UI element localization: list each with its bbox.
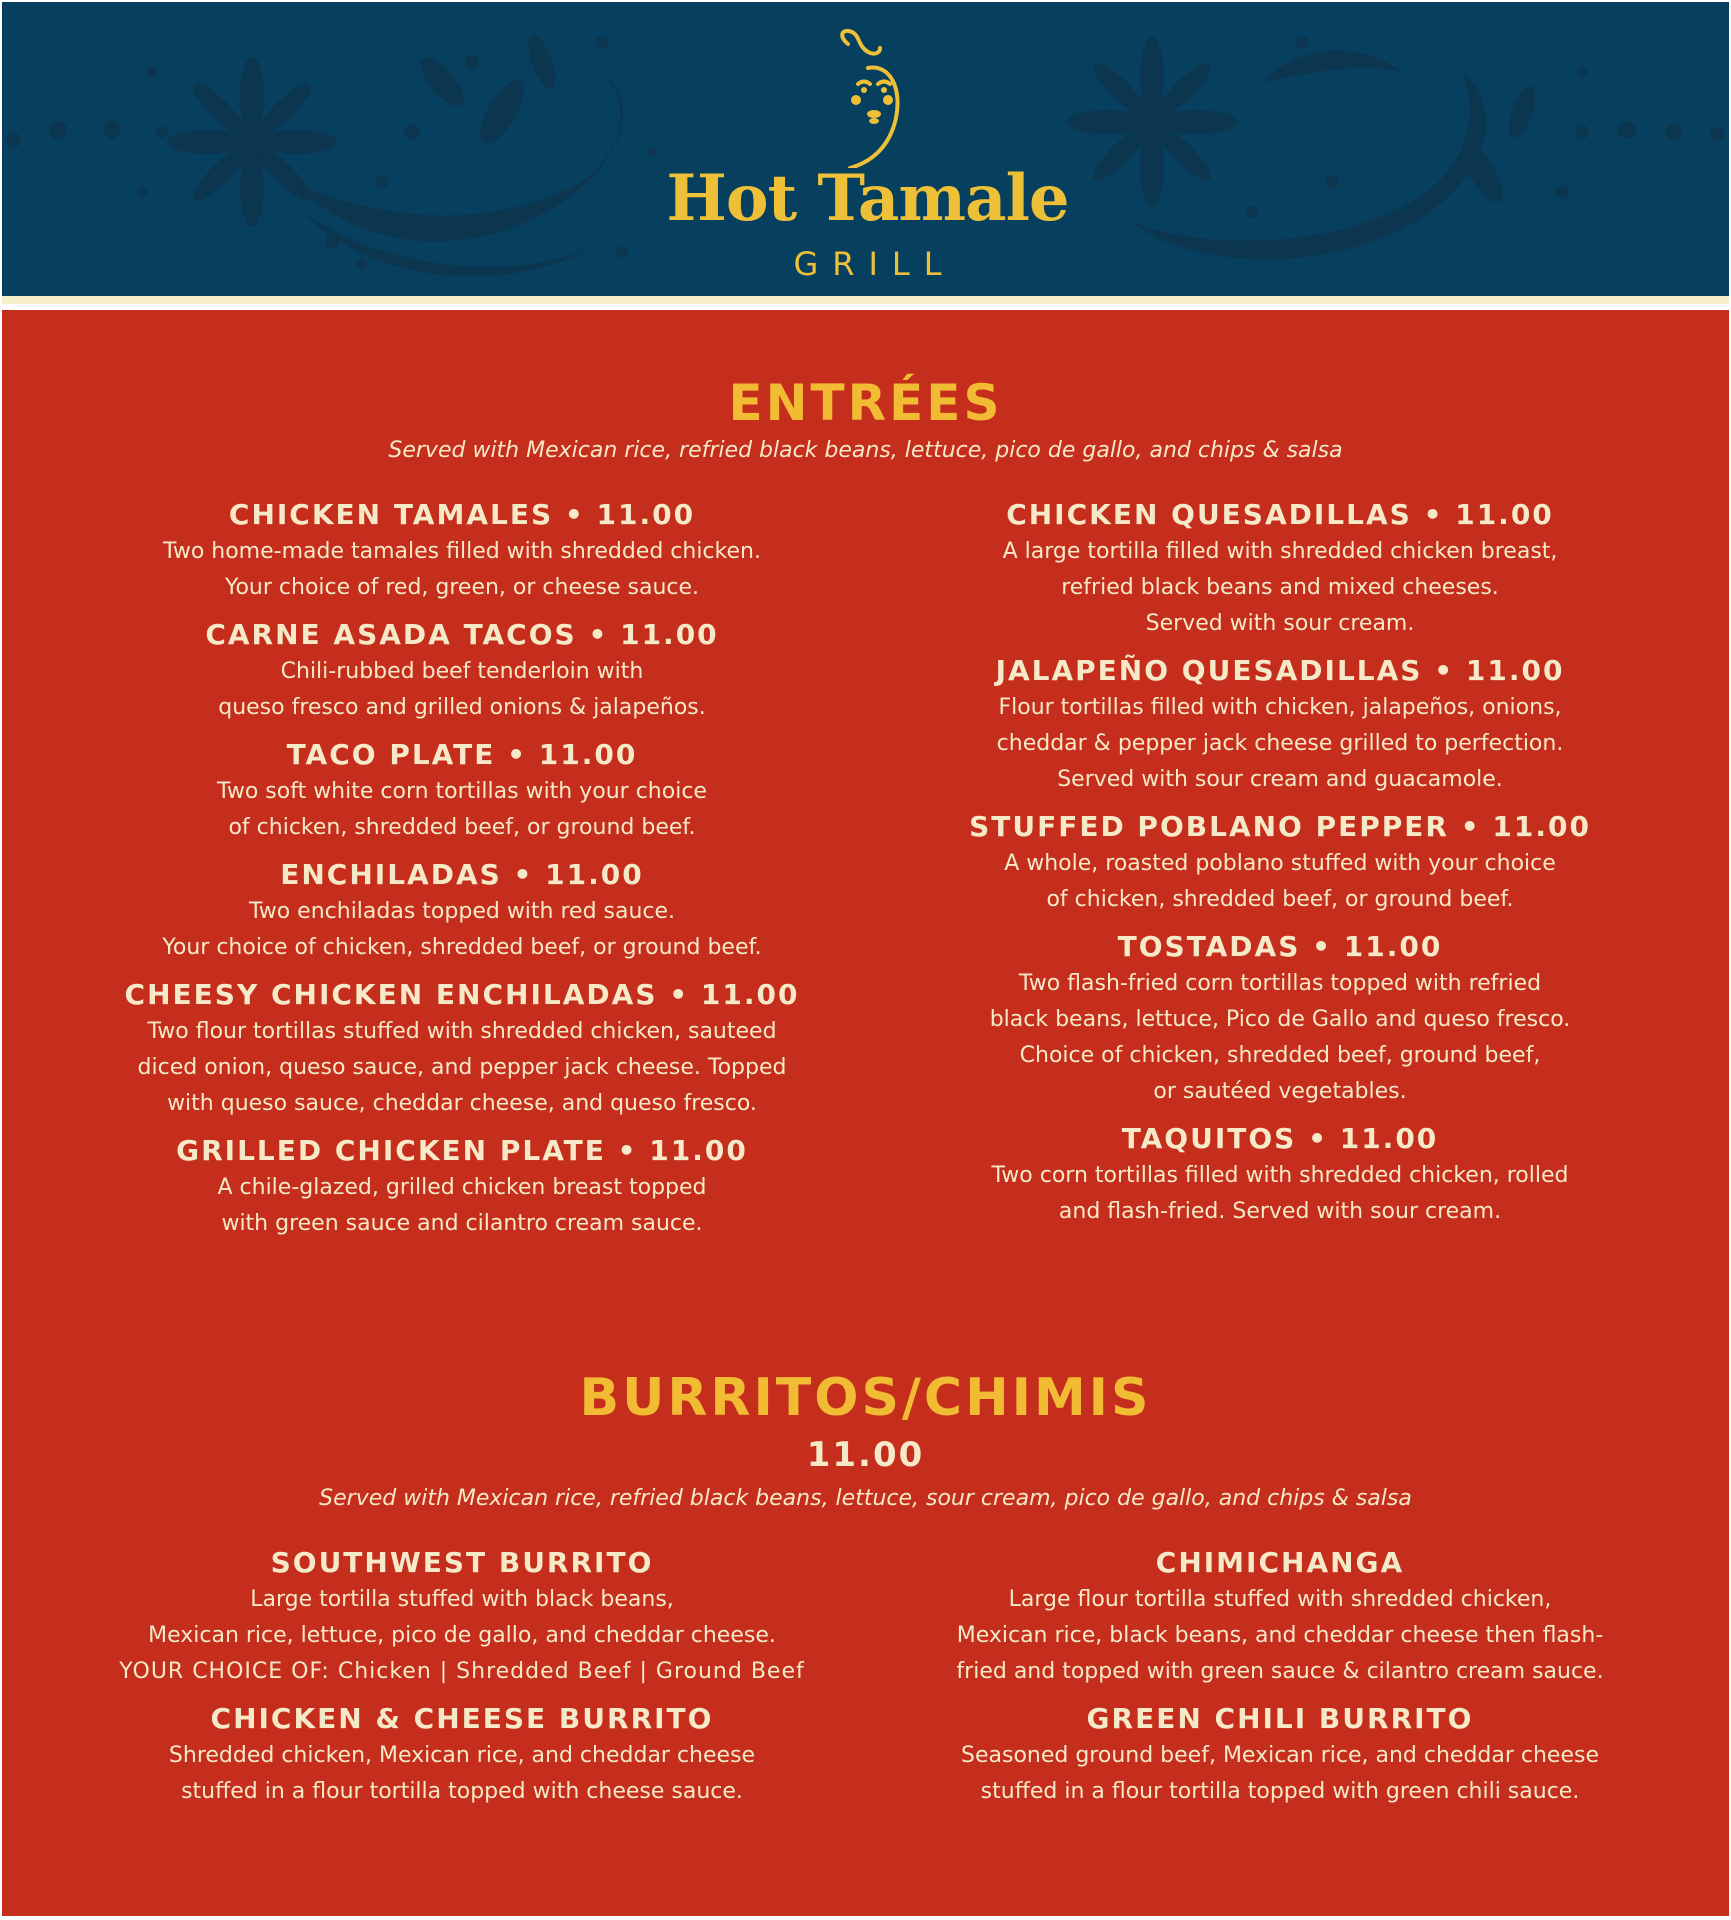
entrees-left-column: [62, 496, 862, 1252]
menu-item: [880, 496, 1680, 642]
menu-item: [62, 976, 862, 1122]
brand-name: Hot Tamale: [666, 161, 1069, 236]
entrees-note: Served with Mexican rice, refried black beans, lettuce, pico de gallo, and chips & salsa: [388, 438, 1343, 463]
burritos-title: BURRITOS/CHIMIS: [579, 1368, 1152, 1428]
burritos-right-column: [880, 1544, 1680, 1820]
item-name: JALAPEÑO QUESADILLAS • 11.00: [995, 654, 1565, 687]
menu-item: [62, 496, 862, 606]
menu-item: [880, 928, 1680, 1110]
item-description: Shredded chicken, Mexican rice, and cheddar cheese stuffed in a flour tortilla topped with cheese sauce.: [168, 1743, 756, 1804]
item-description: Two home-made tamales filled with shredded chicken. Your choice of red, green, or cheese sauce.: [163, 539, 761, 600]
item-name: CARNE ASADA TACOS • 11.00: [205, 618, 719, 651]
menu-item: [880, 1700, 1680, 1810]
menu-item: [62, 616, 862, 726]
menu-item: [62, 856, 862, 966]
tamale-face-logo-icon: [2, 28, 1729, 168]
item-description: Two flour tortillas stuffed with shredded chicken, sauteed diced onion, queso sauce, and pepper jack cheese. Topped with queso sauce, cheddar cheese, and queso fresco.: [137, 1019, 787, 1116]
item-name: CHIMICHANGA: [1155, 1546, 1405, 1579]
header-banner: [2, 2, 1729, 296]
item-name: STUFFED POBLANO PEPPER • 11.00: [969, 810, 1591, 843]
menu-item: [62, 1132, 862, 1242]
item-name: CHICKEN TAMALES • 11.00: [228, 498, 696, 531]
menu-item: [880, 1544, 1680, 1690]
item-description: Large tortilla stuffed with black beans, Mexican rice, lettuce, pico de gallo, and cheddar cheese. YOUR CHOICE OF: Chicken | Shredded Beef | Ground Beef: [119, 1587, 805, 1684]
item-description: Seasoned ground beef, Mexican rice, and cheddar cheese stuffed in a flour tortilla topped with green chili sauce.: [961, 1743, 1599, 1804]
item-description: Large flour tortilla stuffed with shredded chicken, Mexican rice, black beans, and cheddar cheese then flash- fried and topped with green sauce & cilantro cream sauce.: [956, 1587, 1604, 1684]
item-name: CHEESY CHICKEN ENCHILADAS • 11.00: [124, 978, 800, 1011]
item-description: A whole, roasted poblano stuffed with your choice of chicken, shredded beef, or ground beef.: [1004, 851, 1556, 912]
brand-subtitle: GRILL: [793, 245, 956, 283]
item-name: CHICKEN & CHEESE BURRITO: [210, 1702, 714, 1735]
item-description: Two corn tortillas filled with shredded chicken, rolled and flash-fried. Served with sour cream.: [991, 1163, 1569, 1224]
item-name: SOUTHWEST BURRITO: [270, 1546, 654, 1579]
menu-item: [62, 736, 862, 846]
entrees-title: ENTRÉES: [728, 374, 1003, 432]
menu-item: [880, 1120, 1680, 1230]
menu-item: [62, 1700, 862, 1810]
entrees-right-column: [880, 496, 1680, 1240]
item-description: Chili-rubbed beef tenderloin with queso fresco and grilled onions & jalapeños.: [218, 659, 706, 720]
item-description: Two enchiladas topped with red sauce. Your choice of chicken, shredded beef, or ground beef.: [162, 899, 762, 960]
burritos-note: Served with Mexican rice, refried black beans, lettuce, sour cream, pico de gallo, and chips & salsa: [319, 1486, 1412, 1511]
menu-item: [62, 1544, 862, 1690]
item-name: TAQUITOS • 11.00: [1121, 1122, 1439, 1155]
item-name: GRILLED CHICKEN PLATE • 11.00: [176, 1134, 748, 1167]
item-description: A large tortilla filled with shredded chicken breast, refried black beans and mixed cheeses. Served with sour cream.: [1002, 539, 1558, 636]
item-name: TACO PLATE • 11.00: [286, 738, 638, 771]
item-name: ENCHILADAS • 11.00: [280, 858, 644, 891]
burritos-price: 11.00: [806, 1435, 925, 1475]
item-name: CHICKEN QUESADILLAS • 11.00: [1006, 498, 1554, 531]
item-description: Two soft white corn tortillas with your choice of chicken, shredded beef, or ground beef.: [217, 779, 707, 840]
item-name: TOSTADAS • 11.00: [1117, 930, 1443, 963]
menu-item: [880, 652, 1680, 798]
header-divider: [2, 296, 1729, 304]
item-name: GREEN CHILI BURRITO: [1086, 1702, 1474, 1735]
item-description: Flour tortillas filled with chicken, jalapeños, onions, cheddar & pepper jack cheese grilled to perfection. Served with sour cream and guacamole.: [996, 695, 1564, 792]
item-description: A chile-glazed, grilled chicken breast topped with green sauce and cilantro cream sauce.: [217, 1175, 707, 1236]
burritos-left-column: [62, 1544, 862, 1820]
item-description: Two flash-fried corn tortillas topped with refried black beans, lettuce, Pico de Gallo and queso fresco. Choice of chicken, shredded beef, ground beef, or sautéed vegetables.: [989, 971, 1571, 1104]
menu-item: [880, 808, 1680, 918]
